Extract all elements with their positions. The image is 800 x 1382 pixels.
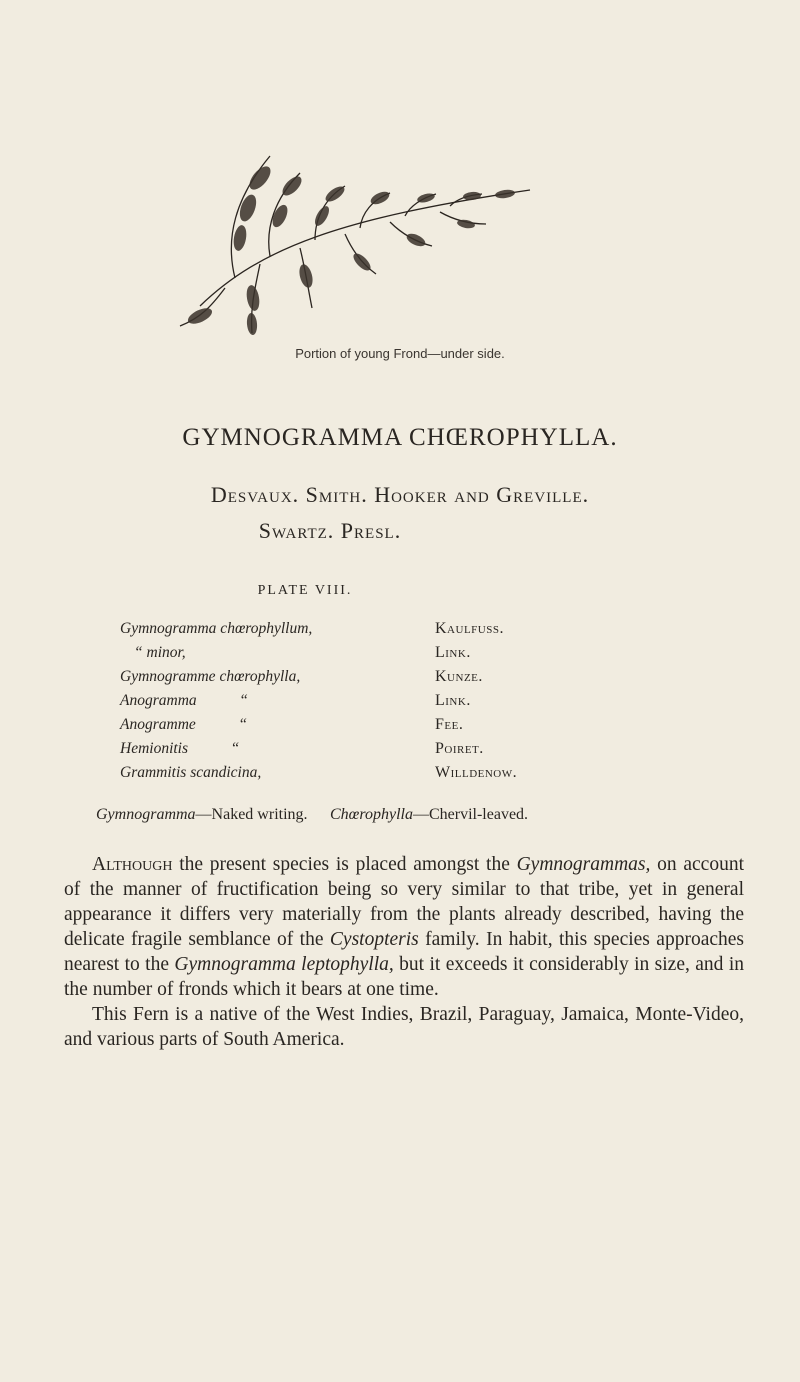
synonym-name: Anogramma “ (120, 692, 248, 709)
paragraph-1-text-c: family. In habit, this species approaches nearest to the (64, 929, 744, 975)
description-text (64, 852, 744, 1052)
synonym-authority: Kunze. (435, 668, 483, 685)
paragraph-1-text-b: on account of the manner of fructification being so very similar to that tribe, yet in general appearance it differs very materially from the plants already described, having the delicate fragile semblance of the (64, 854, 744, 950)
synonym-authority: Willdenow. (435, 764, 518, 781)
plate-number: PLATE VIII. (257, 583, 353, 598)
species-title: GYMNOGRAMMA CHŒROPHYLLA. (182, 424, 618, 451)
synonym-row (120, 764, 680, 788)
synonym-row (120, 644, 680, 668)
synonym-name: Gymnogramma chœrophyllum, (120, 620, 313, 637)
synonym-authority: Fee. (435, 716, 464, 733)
paragraph-1 (64, 852, 744, 1002)
synonym-authority: Kaulfuss. (435, 620, 504, 637)
synonym-row (120, 692, 680, 716)
synonym-name: “ minor, (134, 644, 186, 661)
etymology-genus-def: —Naked writing. (195, 806, 308, 823)
synonym-row (120, 620, 680, 644)
fern-frond-illustration (140, 138, 540, 338)
synonym-name: Anogramme “ (120, 716, 248, 733)
synonymy-list (120, 620, 680, 788)
paragraph-1-emphasis-1: Gymnogrammas, (516, 854, 651, 875)
paragraph-1-lead: Although (92, 854, 173, 875)
paragraph-1-emphasis-3: Gymnogramma leptophylla, (174, 954, 394, 975)
figure-caption: Portion of young Frond—under side. (295, 346, 505, 361)
synonym-row (120, 668, 680, 692)
paragraph-2: This Fern is a native of the West Indies, Brazil, Paraguay, Jamaica, Monte-Video, and various parts of South America. (64, 1004, 744, 1050)
paragraph-1-text-a: the present species is placed amongst the (172, 854, 517, 875)
paragraph-1-emphasis-2: Cystopteris (329, 929, 419, 950)
synonym-name: Grammitis scandicina, (120, 764, 262, 781)
paragraph-1-text-d: but it exceeds it considerably in size, and in the number of fronds which it bears at one time. (64, 954, 744, 1000)
synonym-name: Gymnogramme chœrophylla, (120, 668, 301, 685)
synonym-authority: Link. (435, 692, 471, 709)
synonym-authority: Link. (435, 644, 471, 661)
synonym-row (120, 740, 680, 764)
authorities-line-2: Swartz. Presl. (258, 518, 402, 543)
synonym-name: Hemionitis “ (120, 740, 240, 757)
synonym-row (120, 716, 680, 740)
etymology-species-term: Chœrophylla (330, 806, 413, 823)
authorities-line-1: Desvaux. Smith. Hooker and Greville. (210, 482, 590, 507)
etymology-species (330, 806, 528, 824)
synonym-authority: Poiret. (435, 740, 484, 757)
etymology-species-def: —Chervil-leaved. (412, 806, 529, 823)
etymology-genus-term: Gymnogramma (96, 806, 196, 823)
etymology-genus (96, 806, 308, 824)
